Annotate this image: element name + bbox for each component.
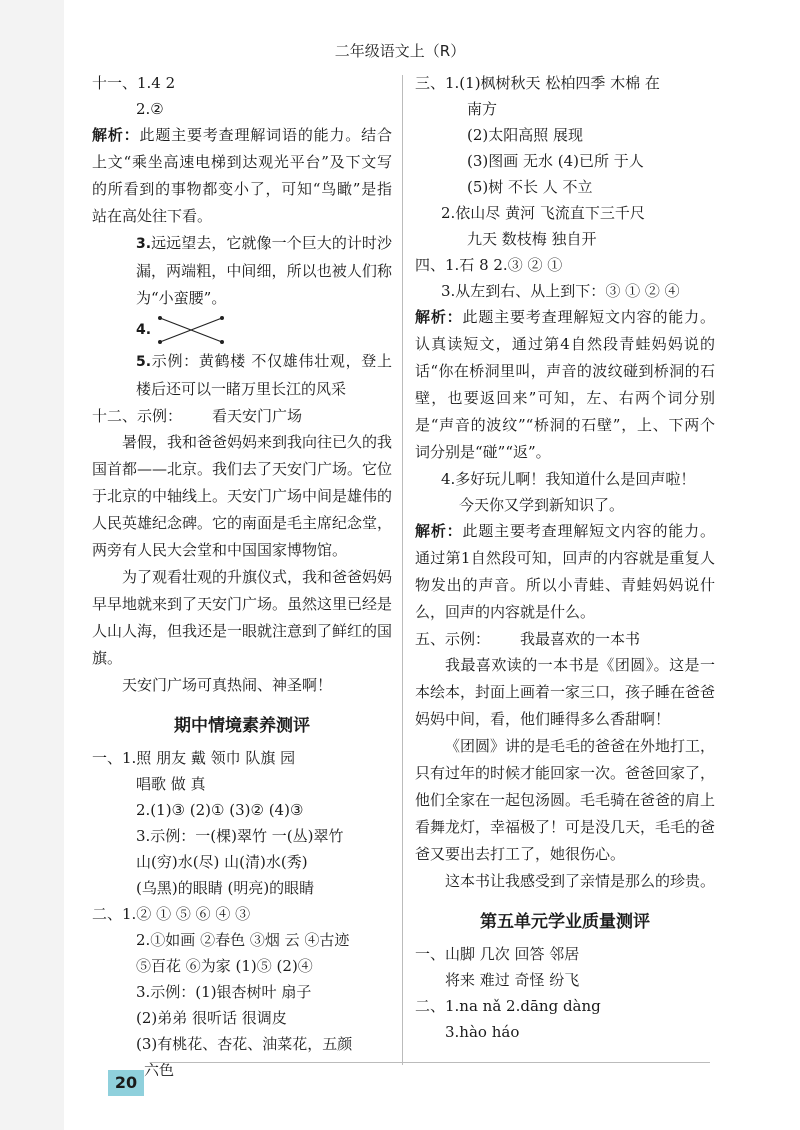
answer-11-4-num: 4.	[136, 322, 152, 338]
unit5-1b: 将来 难过 奇怪 纷飞	[445, 971, 580, 989]
answer-11-3-num: 3.	[136, 236, 152, 252]
answer-3-1c: (2)太阳高照 展现	[467, 126, 584, 144]
answer-3-2b: 九天 数枝梅 独自开	[467, 230, 597, 248]
answer-4-3: 3.从左到右、从上到下：③ ① ② ④	[441, 282, 680, 300]
column-divider	[402, 75, 403, 1065]
midterm-2-2a: 2.①如画 ②春色 ③烟 云 ④古迹	[136, 931, 350, 949]
analysis-11	[92, 122, 392, 230]
analysis-text: 此题主要考查理解短文内容的能力。通过第1自然段可知，回声的内容就是重复人物发出的声音。所以小青蛙、青蛙妈妈说什么，回声的内容就是什么。	[415, 522, 715, 621]
unit5-1a: 一、山脚 几次 回答 邻居	[415, 945, 580, 963]
page-header: 二年级语文上（R）	[334, 42, 466, 60]
midterm-2-3b: (2)弟弟 很听话 很调皮	[136, 1009, 287, 1027]
answer-12-header	[92, 403, 392, 429]
midterm-1-1a: 一、1.照 朋友 戴 领巾 队旗 园	[92, 749, 296, 767]
answer-4-4a: 4.多好玩儿啊！我知道什么是回声啦！	[441, 470, 696, 488]
analysis-label: 解析：	[415, 308, 463, 326]
essay-title: 我最喜欢的一本书	[520, 630, 641, 648]
analysis-4-2	[415, 518, 715, 626]
answer-3-1a: 三、1.(1)枫树秋天 松柏四季 木棉 在	[415, 74, 660, 92]
unit5-2a: 二、1.na nǎ 2.dāng dàng	[415, 997, 601, 1015]
side-strip	[0, 0, 64, 1130]
analysis-label: 解析：	[415, 522, 463, 540]
section-title-midterm: 期中情境素养测评	[174, 716, 310, 736]
left-column	[92, 70, 392, 1083]
answer-11-1: 十一、1.4 2	[92, 74, 176, 92]
analysis-text: 此题主要考查理解短文内容的能力。认真读短文，通过第4自然段青蛙妈妈说的话“你在桥洞里叫，声音的波纹碰到桥洞的石壁，也要返回来”可知，左、右两个词分别是“声音的波纹”“桥洞的石壁”，上、下两个词分别是“碰”“返”。	[415, 308, 715, 461]
unit5-2b: 3.hào háo	[445, 1023, 520, 1041]
answer-11-5	[92, 348, 392, 403]
answer-3-1e: (5)树 不长 人 不立	[467, 178, 593, 196]
analysis-label: 解析：	[92, 126, 140, 144]
midterm-2-3d: 六色	[144, 1061, 175, 1079]
answer-3-2a: 2.依山尽 黄河 飞流直下三千尺	[441, 204, 645, 222]
answer-3-1d: (3)图画 无水 (4)已所 于人	[467, 152, 644, 170]
essay-paragraph-2: 为了观看壮观的升旗仪式，我和爸爸妈妈早早地就来到了天安门广场。虽然这里已经是人山人海，但我还是一眼就注意到了鲜红的国旗。	[92, 568, 393, 667]
midterm-1-3b: 山(穷)水(尽) 山(清)水(秀)	[136, 853, 308, 871]
midterm-2-3a: 3.示例：(1)银杏树叶 扇子	[136, 983, 312, 1001]
midterm-2-2b: ⑤百花 ⑥为家 (1)⑤ (2)④	[136, 957, 313, 975]
answer-11-3	[92, 230, 392, 312]
answer-5-header	[415, 626, 715, 652]
right-column	[415, 70, 715, 1045]
analysis-4	[415, 304, 715, 466]
analysis-text: 此题主要考查理解词语的能力。结合上文“乘坐高速电梯到达观光平台”及下文写的所看到的事物都变小了，可知“鸟瞰”是指站在高处往下看。	[92, 126, 392, 225]
answer-11-5-num: 5.	[136, 354, 152, 370]
answer-4-4b: 今天你又学到新知识了。	[459, 496, 625, 514]
page-number: 20	[108, 1070, 144, 1096]
essay-title: 看天安门广场	[212, 407, 303, 425]
essay-paragraph-3: 天安门广场可真热闹、神圣啊！	[122, 676, 333, 694]
answer-12-label: 十二、示例：	[92, 407, 183, 425]
answer-3-1b: 南方	[467, 100, 498, 118]
essay-paragraph-2: 《团圆》讲的是毛毛的爸爸在外地打工，只有过年的时候才能回家一次。爸爸回家了，他们全家在一起包汤圆。毛毛骑在爸爸的肩上看舞龙灯，幸福极了！可是没几天，毛毛的爸爸又要出去打工了，她很伤心。	[415, 737, 716, 863]
midterm-1-3a: 3.示例：一(棵)翠竹 一(丛)翠竹	[136, 827, 344, 845]
section-title-unit5: 第五单元学业质量测评	[480, 912, 650, 932]
answer-11-2: 2.②	[136, 100, 164, 118]
answer-5-label: 五、示例：	[415, 630, 491, 648]
matching-lines-icon	[156, 312, 226, 348]
answer-4-1: 四、1.石 8 2.③ ② ①	[415, 256, 563, 274]
answer-11-5-text: 示例：黄鹤楼 不仅雄伟壮观，登上楼后还可以一睹万里长江的风采	[136, 352, 392, 398]
essay-paragraph-1: 暑假，我和爸爸妈妈来到我向往已久的我国首都——北京。我们去了天安门广场。它位于北京的中轴线上。天安门广场中间是雄伟的人民英雄纪念碑。它的南面是毛主席纪念堂，两旁有人民大会堂和中国国家博物馆。	[92, 433, 393, 559]
essay-paragraph-1: 我最喜欢读的一本书是《团圆》。这是一本绘本，封面上画着一家三口，孩子睡在爸爸妈妈中间，看，他们睡得多么香甜啊！	[415, 656, 716, 728]
midterm-2-3c: (3)有桃花、杏花、油菜花，五颜	[136, 1035, 353, 1053]
midterm-2-1: 二、1.② ① ⑤ ⑥ ④ ③	[92, 905, 251, 923]
answer-11-4	[92, 312, 392, 348]
essay-paragraph-3: 这本书让我感受到了亲情是那么的珍贵。	[445, 872, 716, 890]
answer-11-3-text: 远远望去，它就像一个巨大的计时沙漏，两端粗，中间细，所以也被人们称为“小蛮腰”。	[136, 234, 392, 307]
midterm-1-1b: 唱歌 做 真	[136, 775, 206, 793]
bottom-rule	[150, 1062, 710, 1063]
midterm-1-3c: (乌黑)的眼睛 (明亮)的眼睛	[136, 879, 315, 897]
midterm-1-2: 2.(1)③ (2)① (3)② (4)③	[136, 801, 304, 819]
